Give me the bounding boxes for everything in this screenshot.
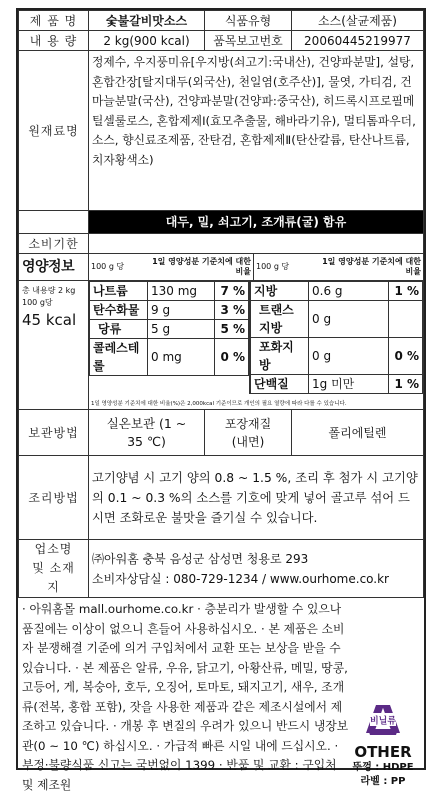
nutrition-col-std-right: 1일 영양성분 기준치에 대한 비율 [322, 257, 421, 276]
recycle-label: 라벨 : PP [360, 776, 406, 787]
packaging-value: 폴리에틸렌 [292, 410, 424, 456]
nutrition-row: 포화지방 0 g 0 % [251, 338, 423, 375]
cooking-method: 고기양념 시 고기 양의 0.8 ~ 1.5 %, 조리 후 첨가 시 고기양의 0.1 ~ 0.3 %의 소스를 기호에 맞게 넣어 골고루 섞어 드시면 조화로운 불맛을 즐기실 수 있습니다. [89, 456, 424, 540]
recycle-mark [348, 699, 418, 790]
nutrition-row: 지방 0.6 g 1 % [251, 282, 423, 301]
report-number: 20060445219977 [292, 31, 424, 51]
ingredients-label: 원재료명 [19, 51, 89, 211]
recycle-icon [360, 699, 406, 737]
nutrition-col-std-left: 1일 영양성분 기준치에 대한 비율 [149, 254, 254, 280]
recycle-cap: 뚜껑 : HDPE [352, 762, 414, 773]
food-type: 소스(살균제품) [292, 11, 424, 31]
ingredients: 정제수, 우지풍미유[우지방(쇠고기:국내산), 건양파분말], 설탕, 혼합간장[탈지대두(외국산), 천일염(호주산)], 물엿, 가티검, 건마늘분말(국산), 건양파분말(건양파:중국산), 히드록시프로필메틸셀룰로스, 혼합제제Ⅰ(효모추출물, 해바라기유), 멀티톰파우더, 소스, 향신료조제품, 잔탄검, 혼합제제Ⅱ(탄산칼륨, 탄산나트륨, 치자황색소) [89, 51, 424, 211]
nutrition-row: 당류 5 g 5 % [90, 320, 249, 339]
report-label: 품목보고번호 [205, 31, 292, 51]
volume-label: 내 용 량 [19, 31, 89, 51]
nutrition-title: 영양정보 [19, 254, 89, 281]
nutrition-body [89, 281, 424, 410]
nutrition-row: 나트륨 130 mg 7 % [90, 282, 249, 301]
company-label: 업소명 및 소재지 [19, 540, 89, 598]
product-name: 숯불갈비맛소스 [89, 11, 205, 31]
expiry-label: 소비기한 [19, 234, 89, 254]
storage-value: 실온보관 (1 ~ 35 ℃) [89, 410, 205, 456]
nutrition-right-col [250, 281, 423, 394]
food-label [16, 8, 426, 792]
nutrition-row: 트랜스지방 0 g [251, 301, 423, 338]
allergy-notice: 대두, 밀, 쇠고기, 조개류(굴) 함유 [89, 211, 424, 234]
cooking-label: 조리방법 [19, 456, 89, 540]
nutrition-row: 탄수화물 9 g 3 % [90, 301, 249, 320]
nutrition-header [89, 254, 424, 281]
nutrition-left-col [89, 281, 250, 394]
nutrition-col-left: 100 g 당 [91, 262, 125, 271]
nutrition-col-right: 100 g 당 [256, 262, 290, 271]
nutrition-total: 총 내용량 2 kg [22, 286, 76, 295]
nutrition-footnote: 1일 영양성분 기준치에 대한 비율(%)은 2,000kcal 기준이므로 개인의 필요 열량에 따라 다를 수 있습니다. [91, 401, 347, 407]
expiry-value [89, 234, 424, 254]
notice-text: · 아워홈몰 mall.ourhome.co.kr · 층분리가 발생할 수 있으나 품질에는 이상이 없으니 흔들어 사용하십시오. · 본 제품은 소비자 분쟁해결 기준에 의거 구입처에서 교환 또는 보상을 받을 수 있습니다. · 본 제품은 알류, 우유, 닭고기, 아황산류, 메밀, 땅콩, 고등어, 게, 복숭아, 호두, 오징어, 토마토, 돼지고기, 새우, 조개류(전복, 홍합 포함), 잣을 사용한 제품과 같은 제조시설에서 제조하고 있습니다. · 개봉 후 변질의 우려가 있으니 반드시 냉장보관(0 ~ 10 ℃) 하십시오. · 가급적 빠른 시일 내에 드십시오. · 부정·불량식품 신고는 국번없이 1399 · 반품 및 교환 : 구입처 및 제조원 [22, 602, 349, 792]
product-name-label: 제 품 명 [19, 11, 89, 31]
notice-section [18, 598, 424, 797]
food-type-label: 식품유형 [205, 11, 292, 31]
storage-label: 보관방법 [19, 410, 89, 456]
company-address: ㈜아워홈 충북 음성군 삼성면 청용로 293 [92, 551, 309, 566]
recycle-mark-text: 비닐류 [369, 716, 397, 726]
nutrition-per: 100 g당 [22, 298, 53, 307]
label-table [18, 10, 424, 598]
nutrition-kcal: 45 kcal [22, 311, 77, 329]
nutrition-row: 단백질 1g 미만 1 % [251, 375, 423, 394]
packaging-label: 포장재질 (내면) [205, 410, 292, 456]
volume: 2 kg(900 kcal) [89, 31, 205, 51]
company-info [89, 540, 424, 598]
company-contact: 소비자상담실 : 080-729-1234 / www.ourhome.co.kr [92, 571, 389, 586]
nutrition-row: 콜레스테롤 0 mg 0 % [90, 339, 249, 376]
nutrition-summary [19, 281, 89, 410]
recycle-type: OTHER [354, 743, 412, 761]
